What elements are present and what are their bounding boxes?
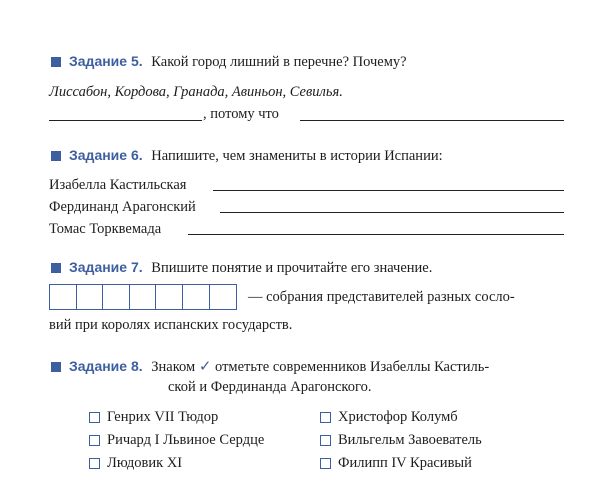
task6-answer-line-3[interactable] [188, 234, 564, 235]
task6-person-2: Фердинанд Арагонский [49, 199, 196, 215]
option-columbus[interactable] [320, 408, 458, 426]
option-label: Людовик XI [107, 455, 183, 471]
letter-cell[interactable] [156, 285, 183, 309]
task8-header [51, 357, 489, 376]
letter-cell[interactable] [103, 285, 130, 309]
checkbox[interactable] [89, 435, 100, 446]
task8-intro-line2: ской и Фердинанда Арагонского. [168, 379, 372, 395]
option-louis-xi[interactable] [89, 454, 182, 472]
checkbox[interactable] [89, 458, 100, 469]
task8-label: Задание 8. [69, 358, 143, 374]
checkbox[interactable] [320, 412, 331, 423]
task6-label: Задание 6. [69, 147, 143, 163]
option-henry-vii[interactable] [89, 408, 218, 426]
task-marker-icon [51, 57, 61, 67]
task5-question: Какой город лишний в перечне? Почему? [151, 54, 407, 70]
task7-definition-line2: вий при королях испанских государств. [49, 317, 293, 333]
task5-label: Задание 5. [69, 53, 143, 69]
task7-label: Задание 7. [69, 259, 143, 275]
checkbox[interactable] [89, 412, 100, 423]
letter-cell[interactable] [210, 285, 237, 309]
task6-answer-line-1[interactable] [213, 190, 564, 191]
checkmark-icon: ✓ [198, 357, 212, 375]
task8-intro-before: Знаком [151, 359, 196, 375]
letter-cell[interactable] [130, 285, 157, 309]
task5-cities: Лиссабон, Кордова, Гранада, Авиньон, Севилья. [49, 84, 343, 100]
letter-cell[interactable] [77, 285, 104, 309]
option-label: Вильгельм Завоеватель [338, 432, 482, 448]
task5-header [51, 52, 407, 71]
task5-answer-line-1[interactable] [49, 120, 202, 121]
task7-letter-cells [49, 284, 237, 310]
option-label: Генрих VII Тюдор [107, 409, 219, 425]
task5-answer-line-2[interactable] [300, 120, 564, 121]
task6-person-3: Томас Торквемада [49, 221, 162, 237]
task6-question: Напишите, чем знамениты в истории Испании: [151, 148, 443, 164]
task6-person-1: Изабелла Кастильская [49, 177, 187, 193]
checkbox[interactable] [320, 458, 331, 469]
task-marker-icon [51, 151, 61, 161]
option-richard-i[interactable] [89, 431, 264, 449]
task7-definition-line1: — собрания представителей разных сосло- [248, 289, 515, 305]
task6-answer-line-2[interactable] [220, 212, 564, 213]
task5-because: , потому что [203, 106, 279, 122]
task6-header [51, 146, 443, 165]
task-marker-icon [51, 263, 61, 273]
task7-header [51, 258, 432, 277]
option-label: Христофор Колумб [338, 409, 458, 425]
letter-cell[interactable] [183, 285, 210, 309]
option-philip-iv[interactable] [320, 454, 472, 472]
task-marker-icon [51, 362, 61, 372]
task7-question: Впишите понятие и прочитайте его значение. [151, 260, 433, 276]
option-label: Филипп IV Красивый [338, 455, 472, 471]
checkbox[interactable] [320, 435, 331, 446]
task8-intro-after: отметьте современников Изабеллы Кастиль- [215, 359, 490, 375]
option-label: Ричард I Львиное Сердце [107, 432, 265, 448]
option-william-conqueror[interactable] [320, 431, 482, 449]
letter-cell[interactable] [50, 285, 77, 309]
